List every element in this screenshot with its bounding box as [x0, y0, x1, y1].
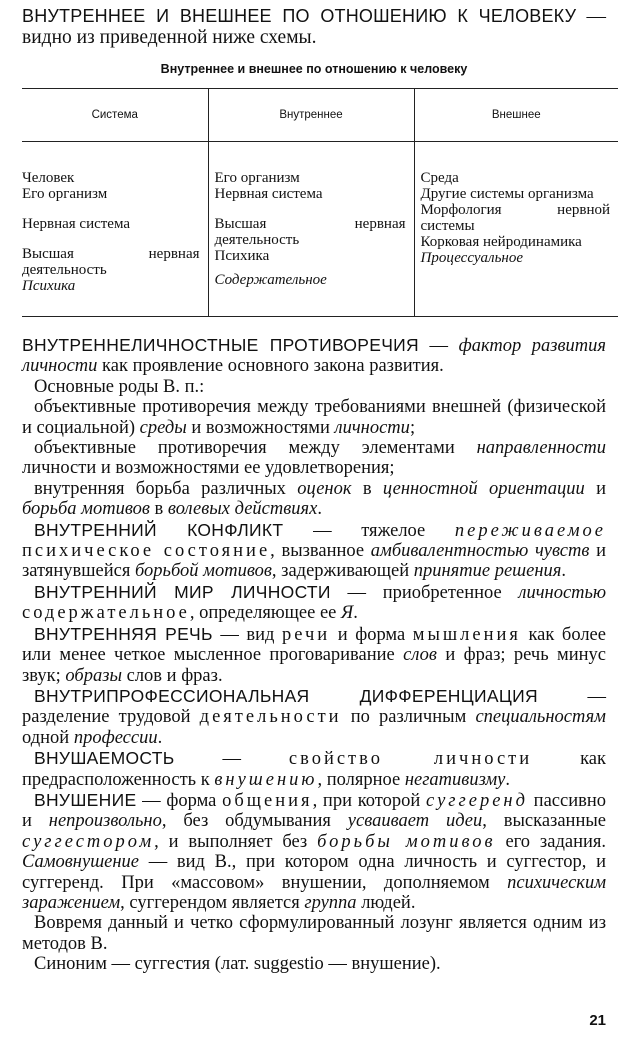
entry-text: внутренняя борьба различных [34, 478, 298, 499]
entry-spaced: психическое состояние [22, 541, 271, 562]
table-title: Внутреннее и внешнее по отношению к человеку [160, 62, 468, 76]
entry-text: объективные противоречия между элементами [34, 438, 477, 459]
entry-intrapersonal-contradictions [22, 335, 606, 377]
entry-text: как предрасположенность к [22, 749, 606, 790]
table-cell: Высшая нервная деятельность [22, 246, 200, 278]
entry-link: внушению [214, 769, 318, 790]
entry-kinds-heading: Основные роды В. п.: [34, 376, 205, 397]
entry-text: — [419, 336, 459, 356]
entry-link: группа [304, 892, 357, 913]
entry-link: борьба мотивов [22, 499, 150, 520]
entry-text: , без обдумывания [161, 811, 348, 832]
entry-link: борьбы мотивов [317, 831, 496, 852]
header-external: Внешнее [414, 89, 618, 142]
entry-term: ВНУТРЕННИЙ МИР ЛИЧНОСТИ [34, 581, 331, 602]
entry-link: специальностям [475, 707, 606, 728]
entry-text: — форма [136, 790, 223, 811]
entry-link: негативизму [404, 769, 506, 790]
dictionary-entries [22, 335, 606, 975]
table-cell: Среда [420, 170, 459, 186]
table-cell: Процессуальное [420, 250, 524, 266]
entry-spaced: деятельности [199, 707, 342, 728]
entry-text: , и выполняет без [154, 831, 318, 852]
entry-text: , задерживающей [271, 561, 414, 582]
entry-text: ; [409, 417, 416, 438]
entry-link: фактор развития личности [22, 336, 606, 377]
entry-link: оценок [297, 478, 352, 499]
entry-link: личности [334, 417, 410, 438]
entry-text: по различным [341, 707, 476, 728]
entry-inner-speech [22, 624, 606, 686]
entry-text: , полярное [317, 769, 405, 790]
table-cell: Нервная система [214, 186, 323, 202]
entry-link: Я [341, 603, 354, 624]
entry-link: принятие решения [413, 561, 562, 582]
entry-text: , определяющее ее [189, 603, 342, 624]
intro-term: ВНУТРЕННЕЕ И ВНЕШНЕЕ ПО ОТНОШЕНИЮ К ЧЕЛОВЕКУ [22, 6, 577, 26]
entry-text: , при которой [312, 790, 426, 811]
entry-link: психическим заражением [22, 872, 606, 913]
entry-link: образы [65, 665, 122, 686]
header-internal: Внутреннее [208, 89, 414, 142]
intro-text: — видно из приведенной ниже схемы. [22, 6, 606, 48]
entry-text: . [353, 603, 358, 624]
entry-text: . [505, 769, 510, 790]
column-system [22, 142, 208, 317]
entry-text: как проявление основного закона развития. [97, 356, 444, 377]
entry-term: ВНУШЕНИЕ [34, 789, 137, 810]
table-cell: Высшая нервная деятельность [214, 216, 406, 248]
entry-text: личности и возможностями ее удовлетворения; [22, 458, 395, 479]
entry-link: личностью [518, 582, 606, 603]
entry-link: борьбой мотивов [134, 561, 272, 582]
table-cell: Морфология нервной системы [420, 202, 610, 234]
entry-spaced: содержательное [22, 603, 190, 624]
entry-text: как более или менее четкое мысленное проговаривание [22, 624, 606, 666]
entry-term: ВНУТРЕННЯЯ РЕЧЬ [34, 623, 213, 644]
table-cell: Человек [22, 170, 75, 186]
entry-link: переживаемое [454, 520, 606, 541]
entry-term: ВНУТРЕННИЙ КОНФЛИКТ [34, 519, 284, 540]
entry-spaced: свойство личности [288, 749, 533, 770]
entry-text: людей. [356, 892, 416, 913]
entry-link: усваивает идеи [347, 811, 483, 832]
intro-paragraph [22, 6, 606, 48]
entry-link: среды [139, 417, 187, 438]
entry-link: ценностной ориентации [382, 478, 585, 499]
entry-text: . [317, 499, 322, 520]
entry-text: — [174, 749, 289, 770]
column-internal [208, 142, 414, 317]
header-system: Система [22, 89, 208, 142]
entry-text: . [561, 561, 566, 582]
entry-link: Самовнушение [22, 852, 140, 873]
entry-text: и возможностями [186, 417, 335, 438]
entry-text: в [149, 499, 168, 520]
page-number: 21 [589, 1012, 606, 1029]
table-cell: Содержательное [214, 272, 327, 288]
entry-text: пассивно и [22, 790, 607, 832]
entry-kind-1 [22, 397, 606, 438]
entry-intraprofessional-differentiation [22, 686, 606, 748]
table-cell: Его организм [214, 170, 300, 186]
entry-link: суггестором [22, 831, 155, 852]
entry-suggestion-synonym: Синоним — суггестия (лат. suggestio — внушение). [34, 954, 441, 975]
entry-link: непроизвольно [48, 811, 162, 832]
table-cell: Его организм [22, 186, 108, 202]
entry-text: — вид [212, 624, 282, 645]
entry-text: слов и фраз. [121, 665, 223, 686]
entry-spaced: речи [282, 624, 331, 645]
entry-text: , высказанные [482, 811, 606, 832]
table-cell: Нервная система [22, 216, 131, 232]
entry-suggestibility [22, 748, 606, 790]
table-cell: Психика [214, 248, 270, 264]
entry-text: , вызванное [270, 541, 371, 562]
entry-text: — разделение трудовой [22, 686, 606, 728]
entry-kind-3 [22, 479, 606, 520]
table-body-row [22, 142, 618, 317]
entry-text: — приобретенное [330, 582, 519, 603]
entry-internal-conflict [22, 520, 606, 582]
entry-text: . [157, 727, 163, 748]
entry-link: направленности [476, 438, 606, 459]
entry-text: и форма [330, 624, 413, 645]
entry-text: и затянувшейся [22, 541, 606, 582]
entry-term: ВНУТРЕННЕЛИЧНОСТНЫЕ ПРОТИВОРЕЧИЯ [22, 335, 419, 355]
entry-text: — вид В., при котором одна личность и суггестор, и суггеренд. При «массовом» внушении, дополняемом [22, 852, 606, 893]
entry-term: ВНУТРИПРОФЕССИОНАЛЬНАЯ ДИФФЕРЕНЦИАЦИЯ [34, 685, 538, 706]
column-external [414, 142, 618, 317]
entry-text: в [351, 478, 383, 499]
table-header-row [22, 89, 618, 142]
table-cell: Психика [22, 278, 76, 294]
entry-link: волевых действиях [167, 499, 318, 520]
entry-link: профессии [73, 727, 158, 748]
entry-suggestion-slogan: Вовремя данный и четко сформулированный лозунг является одним из методов В. [22, 913, 606, 954]
entry-suggestion [22, 790, 606, 913]
scheme-table [22, 88, 618, 317]
entry-text: , суггерендом является [120, 892, 305, 913]
entry-text: — тяжелое [283, 520, 455, 541]
table-cell: Корковая нейродинамика [420, 234, 582, 250]
entry-text: одной [22, 727, 74, 748]
entry-link: амбивалентностью чувств [370, 541, 590, 562]
table-cell: Другие системы организма [420, 186, 594, 202]
entry-inner-world [22, 582, 606, 624]
entry-kind-2 [22, 438, 606, 479]
entry-text: объективные противоречия между требованиями внешней (физической и социальной) [22, 397, 606, 438]
entry-link: суггеренд [426, 790, 528, 811]
entry-link: слов [403, 645, 437, 666]
entry-spaced: мышления [412, 624, 521, 645]
entry-term: ВНУШАЕМОСТЬ [34, 748, 175, 769]
entry-text: его задания. [495, 831, 607, 852]
entry-spaced: общения [222, 790, 313, 811]
entry-text: и фраз; речь минус звук; [22, 645, 606, 686]
entry-text: и [584, 478, 606, 499]
